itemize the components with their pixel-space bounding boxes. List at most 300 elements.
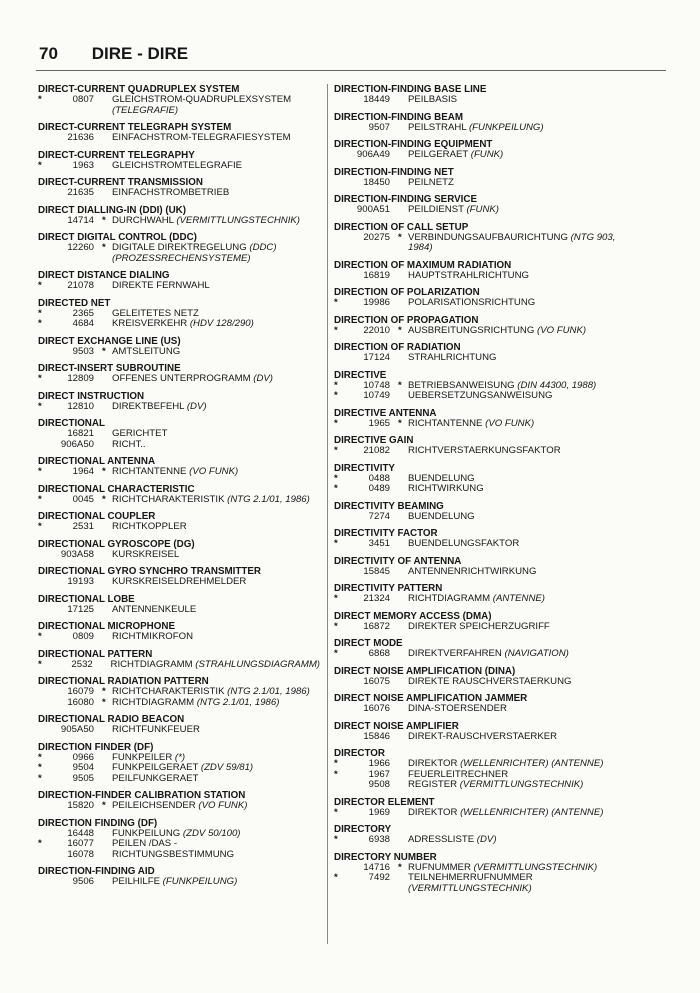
entry-id: 906A49: [356, 149, 390, 160]
usage-note: (NAVIGATION): [504, 648, 569, 659]
dictionary-entry: [334, 638, 666, 660]
translation-row: [334, 243, 666, 254]
translation-row: [38, 877, 320, 888]
dictionary-entry: [334, 260, 666, 282]
translation-text: RICHTWIRKUNG: [408, 483, 484, 494]
usage-note: (DIN 44300, 1988): [517, 379, 597, 391]
translation-row: [38, 347, 320, 358]
translation-text: GLEICHSTROM-QUADRUPLEXSYSTEM: [112, 94, 292, 105]
translation-text: DIREKTE FERNWAHL: [112, 280, 210, 291]
reference-star: *: [334, 758, 338, 769]
dictionary-entry: [334, 797, 666, 819]
approval-star: [102, 725, 112, 736]
translation-text: GERICHTET: [112, 428, 168, 439]
reference-star: [38, 577, 50, 588]
dictionary-entry: [334, 222, 666, 254]
entry-term: DIRECTIVITY PATTERN: [334, 583, 443, 594]
translation: [408, 326, 666, 337]
dictionary-entry: [334, 501, 666, 523]
translation: [408, 594, 666, 605]
reference-star: [334, 677, 346, 688]
translation: [408, 732, 666, 743]
reference-star: *: [38, 751, 42, 763]
approval-star: [398, 446, 408, 457]
translation-text: GLEICHSTROMTELEGRAFIE: [112, 159, 243, 171]
reference-star: [38, 133, 50, 144]
entry-id: 1969: [368, 806, 390, 818]
approval-star: [102, 877, 112, 888]
translation: [112, 774, 320, 785]
dictionary-entry: [38, 270, 320, 292]
translation-text: RUFNUMMER: [408, 861, 471, 873]
reference-star: [334, 567, 346, 578]
translation-text: RICHTDIAGRAMM: [110, 658, 193, 670]
entry-id: 903A58: [60, 548, 94, 560]
approval-star: [102, 429, 112, 440]
translation-row: [334, 150, 666, 161]
dictionary-entry: [38, 391, 320, 413]
approval-star: [102, 309, 112, 320]
dictionary-entry: [334, 287, 666, 309]
approval-star: *: [102, 800, 106, 811]
dictionary-entry: [38, 232, 320, 264]
approval-star: [102, 106, 112, 117]
reference-star: [334, 178, 346, 189]
entry-term: DIRECTION-FINDING BASE LINE: [334, 84, 487, 95]
translation-text: DIREKTOR: [408, 806, 458, 818]
translation-row: [334, 594, 666, 605]
translation-text: PEILBASIS: [408, 94, 458, 105]
approval-star: [398, 759, 408, 770]
entry-term: DIRECTIVITY FACTOR: [334, 528, 438, 539]
entry-id: 16448: [67, 827, 94, 839]
reference-star: *: [334, 417, 338, 429]
dictionary-entry: [38, 336, 320, 358]
entry-term: DIRECTION FINDING (DF): [38, 817, 158, 829]
reference-star: *: [334, 834, 338, 845]
translation-row: [38, 161, 320, 172]
translation-text: BUENDELUNGSFAKTOR: [408, 538, 520, 549]
usage-note: (DV): [253, 373, 273, 384]
translation-text: RICHTCHARAKTERISTIK: [112, 493, 225, 505]
translation: [112, 188, 320, 199]
translation-text: OFFENES UNTERPROGRAMM: [112, 373, 251, 384]
entry-term: DIRECT DISTANCE DIALING: [38, 270, 170, 281]
approval-star: [102, 774, 112, 785]
dictionary-entry: [334, 139, 666, 161]
dictionary-entry: [38, 742, 320, 785]
usage-note: (VERMITTLUNGSTECHNIK): [408, 882, 532, 894]
approval-star: [102, 402, 112, 413]
approval-star: [398, 474, 408, 485]
translation-text: ANTENNENKEULE: [112, 603, 197, 615]
reference-star: *: [38, 94, 42, 105]
translation-row: [38, 550, 320, 561]
usage-note: (VERMITTLUNGSTECHNIK): [459, 779, 584, 790]
entry-term: DIRECTIVE GAIN: [334, 435, 414, 446]
translation: [112, 281, 320, 292]
translation-text: PEILGERAET: [408, 149, 469, 160]
entry-term: DIRECTION OF PROPAGATION: [334, 314, 479, 326]
entry-term: DIRECT INSTRUCTION: [38, 390, 145, 402]
translation: [112, 319, 320, 330]
translation-text: HAUPTSTRAHLRICHTUNG: [408, 269, 529, 281]
entry-id: 0489: [368, 483, 390, 494]
translation-row: [38, 467, 320, 478]
translation-row: [334, 298, 666, 309]
translation: [408, 419, 666, 430]
dictionary-entry: [334, 167, 666, 189]
translation-text: BUENDELUNG: [408, 472, 475, 484]
entry-id: 1965: [368, 417, 390, 429]
dictionary-entry: [334, 611, 666, 633]
translation: [408, 512, 666, 523]
dictionary-entry: [334, 370, 666, 402]
reference-star: *: [334, 806, 338, 818]
usage-note: (TELEGRAFIE): [112, 104, 179, 116]
translation-row: [38, 281, 320, 292]
translation-text: FUNKPEILUNG: [112, 827, 181, 839]
translation-text: GELEITETES NETZ: [112, 307, 199, 319]
translation-text: VERBINDUNGSAUFBAURICHTUNG: [408, 231, 568, 243]
approval-star: [398, 873, 408, 884]
dictionary-entry: [38, 150, 320, 172]
translation-text: REGISTER: [408, 779, 458, 790]
usage-note: (NTG 2.1/01, 1986): [227, 686, 310, 697]
reference-star: *: [38, 280, 42, 291]
reference-star: [334, 233, 346, 244]
reference-star: *: [38, 159, 42, 171]
entry-id: 19193: [67, 576, 94, 587]
approval-star: *: [398, 324, 402, 336]
reference-star: *: [38, 466, 42, 477]
reference-star: [38, 877, 50, 888]
usage-note: (FUNK): [470, 149, 504, 160]
entry-term: DIRECTION-FINDING SERVICE: [334, 194, 477, 205]
approval-star: [398, 835, 408, 846]
approval-star: [398, 353, 408, 364]
translation: [408, 205, 666, 216]
dictionary-entry: [38, 177, 320, 199]
translation-row: [38, 254, 320, 265]
approval-star: [102, 522, 112, 533]
entry-id: 10749: [363, 390, 390, 401]
entry-term: DIRECTIONAL: [38, 418, 105, 429]
dictionary-entry: [38, 621, 320, 643]
dictionary-entry: [38, 866, 320, 888]
translation-row: [334, 484, 666, 495]
entry-id: 1966: [368, 758, 390, 769]
usage-note: (ANTENNE): [492, 593, 545, 604]
reference-star: *: [334, 872, 338, 883]
usage-note: (VO FUNK): [189, 466, 239, 477]
dictionary-entry: [334, 583, 666, 605]
translation-row: [38, 374, 320, 385]
approval-star: [398, 567, 408, 578]
dictionary-entry: [334, 194, 666, 216]
approval-star: [398, 178, 408, 189]
entry-id: 1967: [368, 768, 390, 780]
translation-text: RICHTVERSTAERKUNGSFAKTOR: [408, 445, 561, 456]
entry-term: DIRECTED NET: [38, 297, 111, 309]
translation-text: DIGITALE DIREKTREGELUNG: [112, 242, 247, 253]
usage-note: (ZDV 59/81): [200, 762, 254, 773]
entry-id: 21635: [67, 187, 94, 198]
translation-text: DIREKT-RAUSCHVERSTAERKER: [408, 730, 558, 742]
entry-id: 19986: [363, 297, 390, 308]
entry-id: 6868: [368, 648, 390, 659]
dictionary-entry: [334, 84, 666, 106]
entry-term: DIRECTIONAL COUPLER: [38, 511, 156, 522]
entry-id: [346, 243, 398, 254]
translation-text: AUSBREITUNGSRICHTUNG: [408, 324, 535, 336]
reference-star: *: [334, 472, 338, 484]
translation-text: UEBERSETZUNGSANWEISUNG: [408, 390, 553, 401]
entry-term: DIRECTIONAL CHARACTERISTIC: [38, 483, 195, 495]
dictionary-entry: [38, 484, 320, 506]
approval-star: [398, 271, 408, 282]
translation-text: PEILSTRAHL: [408, 121, 467, 133]
usage-note: (VERMITTLUNGSTECHNIK): [176, 214, 300, 226]
translation-row: [334, 326, 666, 337]
approval-star: [398, 649, 408, 660]
approval-star: [398, 484, 408, 495]
dictionary-entry: [334, 824, 666, 846]
entry-term: DIRECTIVITY BEAMING: [334, 500, 444, 512]
approval-star: [102, 550, 112, 561]
translation: [408, 446, 666, 457]
approval-star: *: [398, 379, 402, 391]
usage-note: (FUNK): [466, 204, 499, 215]
entry-id: 15820: [67, 800, 94, 811]
reference-star: [334, 704, 346, 715]
translation: [408, 95, 666, 106]
approval-star: [101, 660, 111, 671]
entry-id: 20275: [363, 231, 390, 243]
translation-text: PEILDIENST: [408, 204, 464, 215]
dictionary-entry: [334, 315, 666, 337]
entry-term: DIRECTIONAL RADIO BEACON: [38, 714, 185, 725]
reference-star: [334, 353, 346, 364]
translation: [112, 801, 320, 812]
dictionary-entry: [38, 790, 320, 812]
dictionary-entry: [38, 566, 320, 588]
translation: [408, 808, 666, 819]
translation-row: [334, 205, 666, 216]
translation-row: [334, 446, 666, 457]
entry-term: DIRECTIVITY: [334, 462, 395, 474]
approval-star: [398, 150, 408, 161]
dictionary-entry: [38, 122, 320, 144]
translation: [112, 522, 320, 533]
entry-id: 16075: [363, 675, 390, 687]
entry-id: 906A50: [60, 438, 94, 450]
translation: [408, 271, 666, 282]
translation-text: KURSKREISEL: [112, 548, 180, 560]
entry-id: 2532: [71, 658, 93, 670]
translation-text: PEILEN /DAS -: [112, 838, 178, 849]
entry-term: DIRECTOR ELEMENT: [334, 796, 435, 808]
translation: [408, 780, 666, 791]
translation-text: RICHTKOPPLER: [112, 521, 187, 532]
translation-row: [334, 353, 666, 364]
entry-id: 16819: [363, 269, 390, 281]
approval-star: [398, 391, 408, 402]
translation-text: RICHTANTENNE: [408, 417, 483, 429]
entry-term: DIRECT DIALLING-IN (DDI) (UK): [38, 204, 187, 216]
approval-star: [398, 512, 408, 523]
reference-star: [38, 254, 50, 265]
entry-term: DIRECTION OF POLARIZATION: [334, 287, 480, 298]
translation-text: RICHTMIKROFON: [112, 631, 194, 642]
reference-star: *: [38, 318, 42, 329]
usage-note: (ZDV 50/100): [182, 827, 241, 839]
dictionary-entry: [334, 408, 666, 430]
translation-row: [38, 850, 320, 861]
approval-star: [398, 884, 408, 895]
reference-star: *: [38, 762, 42, 773]
entry-term: DIRECTIONAL GYRO SYNCHRO TRANSMITTER: [38, 566, 261, 577]
translation-text: KREISVERKEHR: [112, 318, 188, 329]
reference-star: [334, 95, 346, 106]
reference-star: [38, 440, 50, 451]
dictionary-entry: [334, 435, 666, 457]
entry-id: 16076: [363, 703, 390, 714]
usage-note: (FUNKPEILUNG): [468, 121, 544, 133]
reference-star: [38, 725, 50, 736]
translation: [408, 567, 666, 578]
entry-id: 12260: [67, 242, 94, 253]
translation-text: PEILFUNKGERAET: [112, 772, 199, 784]
entry-term: DIRECT-CURRENT TRANSMISSION: [38, 177, 203, 188]
translation-text: EINFACHSTROM-TELEGRAFIESYSTEM: [112, 132, 291, 143]
approval-star: [398, 808, 408, 819]
usage-note: (*): [174, 751, 186, 763]
translation: [408, 353, 666, 364]
reference-star: *: [334, 445, 338, 456]
translation: [408, 150, 666, 161]
reference-star: [334, 205, 346, 216]
translation: [112, 254, 320, 265]
dictionary-entry: [38, 649, 320, 671]
dictionary-entry: [334, 112, 666, 134]
approval-star: [102, 829, 112, 840]
approval-star: [398, 205, 408, 216]
translation-text: DINA-STOERSENDER: [408, 703, 507, 714]
dictionary-entry: [38, 594, 320, 616]
translation-text: DIREKTBEFEHL: [112, 400, 185, 412]
translation-row: [334, 567, 666, 578]
dictionary-entry: [334, 556, 666, 578]
translation: [408, 243, 666, 254]
translation-row: [38, 402, 320, 413]
approval-star: [102, 850, 112, 861]
usage-note: (PROZESSRECHENSYSTEME): [112, 252, 251, 264]
translation: [112, 850, 320, 861]
translation: [408, 178, 666, 189]
entry-id: 0807: [72, 94, 94, 105]
entry-term: DIRECT NOISE AMPLIFICATION JAMMER: [334, 693, 528, 704]
usage-note: (NTG 903,: [570, 231, 616, 243]
reference-star: [38, 698, 50, 709]
reference-star: [334, 271, 346, 282]
translation-text: RICHTFUNKFEUER: [112, 724, 200, 735]
approval-star: *: [102, 242, 106, 253]
translation-row: [334, 419, 666, 430]
reference-star: *: [38, 521, 42, 532]
translation-row: [334, 677, 666, 688]
translation-row: [334, 780, 666, 791]
approval-star: [102, 605, 112, 616]
translation-text: FUNKPEILER: [112, 751, 173, 763]
reference-star: *: [334, 379, 338, 391]
entry-id: 22010: [363, 324, 390, 336]
entry-id: 9508: [368, 779, 390, 790]
usage-note: (WELLENRICHTER) (ANTENNE): [460, 758, 604, 769]
usage-note: (NTG 2.1/01, 1986): [196, 696, 280, 708]
translation-row: [38, 95, 320, 106]
translation: [408, 622, 666, 633]
translation-text: RICHT..: [112, 438, 146, 450]
reference-star: *: [38, 400, 42, 412]
reference-star: *: [334, 390, 338, 401]
translation: [111, 660, 320, 671]
reference-star: [38, 429, 50, 440]
entry-id: 16079: [67, 686, 94, 697]
translation-row: [38, 429, 320, 440]
translation: [112, 216, 320, 227]
translation-row: [334, 622, 666, 633]
approval-star: *: [102, 345, 106, 357]
approval-star: [398, 243, 408, 254]
entry-term: DIRECTIONAL GYROSCOPE (DG): [38, 538, 195, 550]
translation-row: [38, 577, 320, 588]
entry-term: DIRECTIONAL MICROPHONE: [38, 621, 175, 632]
entry-id: 6938: [368, 834, 390, 845]
entry-id: 9503: [72, 345, 94, 357]
translation-text: ADRESSLISTE: [408, 834, 475, 845]
entry-id: 16078: [67, 848, 94, 860]
translation: [112, 374, 320, 385]
entry-id: 0809: [72, 631, 94, 642]
translation: [112, 577, 320, 588]
entry-term: DIRECT-CURRENT TELEGRAPH SYSTEM: [38, 122, 232, 133]
reference-star: [38, 605, 50, 616]
entry-id: 7492: [368, 872, 390, 883]
entry-term: DIRECTIONAL LOBE: [38, 593, 135, 605]
translation: [112, 495, 320, 506]
entry-id: 15846: [363, 730, 390, 742]
entry-id: 0045: [72, 493, 94, 505]
entry-id: 9507: [368, 121, 390, 133]
usage-note: (VO FUNK): [198, 800, 248, 811]
entry-id: 0488: [368, 472, 390, 484]
translation-row: [334, 95, 666, 106]
translation-row: [334, 178, 666, 189]
reference-star: [38, 216, 50, 227]
approval-star: [102, 281, 112, 292]
translation: [408, 539, 666, 550]
header-rule: [36, 70, 666, 71]
translation: [408, 484, 666, 495]
reference-star: [38, 106, 50, 117]
dictionary-entry: [38, 456, 320, 478]
translation: [112, 161, 320, 172]
reference-star: *: [38, 493, 42, 505]
translation-text: TEILNEHMERRUFNUMMER: [408, 872, 533, 883]
page-header: [39, 44, 188, 64]
entry-term: DIRECT-CURRENT TELEGRAPHY: [38, 149, 195, 161]
